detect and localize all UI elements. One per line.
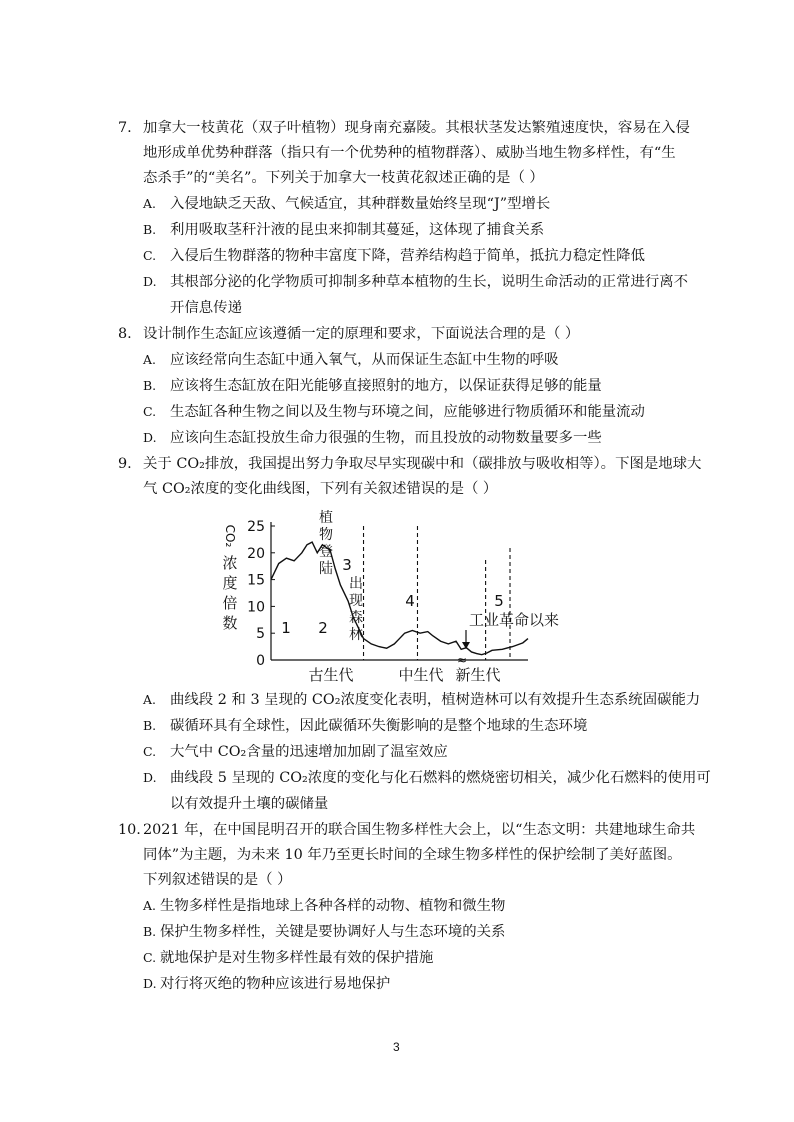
- option-letter: D.: [143, 976, 157, 991]
- y-tick-label: 20: [247, 545, 265, 562]
- y-tick-label: 25: [247, 519, 265, 535]
- annotation-industrial: 工业革命以来: [469, 611, 560, 629]
- option-letter: A.: [143, 352, 157, 367]
- question-stem-line: 地形成单优势种群落（指只有一个优势种的植物群落）、威胁当地生物多样性，有“生: [143, 145, 676, 161]
- annotation-plant-landing: 植: [319, 510, 333, 526]
- y-axis-label: 数: [222, 614, 238, 632]
- option-text: 曲线段 5 呈现的 CO₂浓度的变化与化石燃料的燃烧密切相关，减少化石燃料的使用可: [170, 770, 711, 786]
- option-text: 应该将生态缸放在阳光能够直接照射的地方，以保证获得足够的能量: [170, 378, 602, 394]
- option-letter: D.: [143, 770, 157, 785]
- y-tick-label: 15: [247, 572, 265, 589]
- option-letter: A.: [143, 898, 157, 913]
- option-text: 利用吸取茎秆汁液的昆虫来抑制其蔓延，这体现了捕食关系: [170, 222, 545, 238]
- question-number: 10.: [118, 822, 141, 838]
- option-text: 大气中 CO₂含量的迅速增加加剧了温室效应: [170, 744, 448, 760]
- option-letter: D.: [143, 274, 157, 289]
- era-label: 古生代: [308, 666, 354, 684]
- annotation-plant-landing: 登: [319, 544, 333, 560]
- option-letter: C.: [143, 950, 157, 965]
- option-text: 生态缸各种生物之间以及生物与环境之间，应能够进行物质循环和能量流动: [170, 404, 645, 420]
- co2-chart-svg: [216, 508, 576, 688]
- option-text: 就地保护是对生物多样性最有效的保护措施: [160, 950, 434, 966]
- option-letter: B.: [143, 718, 157, 733]
- option-text: 其根部分泌的化学物质可抑制多种草本植物的生长，说明生命活动的正常进行离不: [170, 274, 689, 290]
- question-number: 7.: [118, 120, 132, 136]
- annotation-forest: 林: [349, 627, 363, 643]
- option-text: 碳循环具有全球性，因此碳循环失衡影响的是整个地球的生态环境: [170, 718, 588, 734]
- question-stem-line: 设计制作生态缸应该遵循一定的原理和要求，下面说法合理的是（ ）: [143, 326, 580, 342]
- y-axis-label: 度: [222, 574, 238, 592]
- annotation-plant-landing: 陆: [319, 561, 333, 577]
- question-stem-line: 态杀手”的“美名”。下列关于加拿大一枝黄花叙述正确的是（ ）: [143, 170, 544, 186]
- co2-curve: [271, 542, 528, 655]
- question-number: 8.: [118, 326, 132, 342]
- question-stem-line: 2021 年，在中国昆明召开的联合国生物多样性大会上，以“生态文明：共建地球生命共: [143, 822, 696, 838]
- y-axis-label: 浓: [222, 554, 238, 572]
- y-tick-label: 10: [247, 599, 265, 616]
- option-letter: B.: [143, 378, 157, 393]
- era-label: 新生代: [455, 666, 501, 684]
- page-number: 3: [393, 1040, 400, 1054]
- era-label: 中生代: [398, 666, 444, 684]
- option-text-continued: 以有效提升土壤的碳储量: [170, 796, 329, 812]
- option-letter: B.: [143, 924, 157, 939]
- option-text: 保护生物多样性，关键是要协调好人与生态环境的关系: [160, 924, 506, 940]
- segment-label: 5: [494, 592, 504, 610]
- question-stem-line: 加拿大一枝黄花（双子叶植物）现身南充嘉陵。其根状茎发达繁殖速度快，容易在入侵: [143, 120, 690, 136]
- option-text: 对行将灭绝的物种应该进行易地保护: [160, 976, 391, 992]
- option-text: 入侵后生物群落的物种丰富度下降，营养结构趋于简单，抵抗力稳定性降低: [170, 248, 645, 264]
- option-letter: C.: [143, 744, 157, 759]
- option-text: 入侵地缺乏天敌、气候适宜，其种群数量始终呈现“J”型增长: [170, 196, 551, 212]
- segment-label: 2: [318, 619, 328, 637]
- y-axis-label: 倍: [222, 594, 238, 612]
- annotation-forest: 森: [349, 610, 363, 626]
- question-stem-line: 同体”为主题，为未来 10 年乃至更长时间的全球生物多样性的保护绘制了美好蓝图。: [143, 847, 682, 863]
- option-text: 曲线段 2 和 3 呈现的 CO₂浓度变化表明，植树造林可以有效提升生态系统固碳能力: [170, 692, 701, 708]
- co2-chart: [216, 508, 576, 688]
- option-text: 应该经常向生态缸中通入氧气，从而保证生态缸中生物的呼吸: [170, 352, 559, 368]
- segment-label: 4: [405, 592, 415, 610]
- y-tick-label: 5: [256, 626, 265, 643]
- option-letter: D.: [143, 430, 157, 445]
- option-text: 应该向生态缸投放生命力很强的生物，而且投放的动物数量要多一些: [170, 430, 602, 446]
- question-number: 9.: [118, 456, 132, 472]
- y-tick-label: 0: [256, 653, 265, 669]
- annotation-forest: 出: [349, 576, 363, 592]
- annotation-forest: 现: [349, 593, 363, 609]
- annotation-plant-landing: 物: [319, 527, 333, 543]
- option-letter: C.: [143, 404, 157, 419]
- y-axis-label: CO₂: [223, 524, 237, 548]
- option-text: 生物多样性是指地球上各种各样的动物、植物和微生物: [160, 898, 506, 914]
- option-letter: B.: [143, 222, 157, 237]
- axis-break-mark: ≈: [457, 653, 468, 667]
- option-text-continued: 开信息传递: [170, 300, 242, 316]
- segment-label: 3: [342, 556, 352, 574]
- option-letter: A.: [143, 196, 157, 211]
- option-letter: A.: [143, 692, 157, 707]
- question-stem-line: 关于 CO₂排放，我国提出努力争取尽早实现碳中和（碳排放与吸收相等）。下图是地球大: [143, 456, 702, 472]
- question-stem-line: 下列叙述错误的是（ ）: [143, 872, 292, 888]
- segment-label: 1: [281, 619, 291, 637]
- question-stem-line: 气 CO₂浓度的变化曲线图，下列有关叙述错误的是（ ）: [143, 481, 498, 497]
- option-letter: C.: [143, 248, 157, 263]
